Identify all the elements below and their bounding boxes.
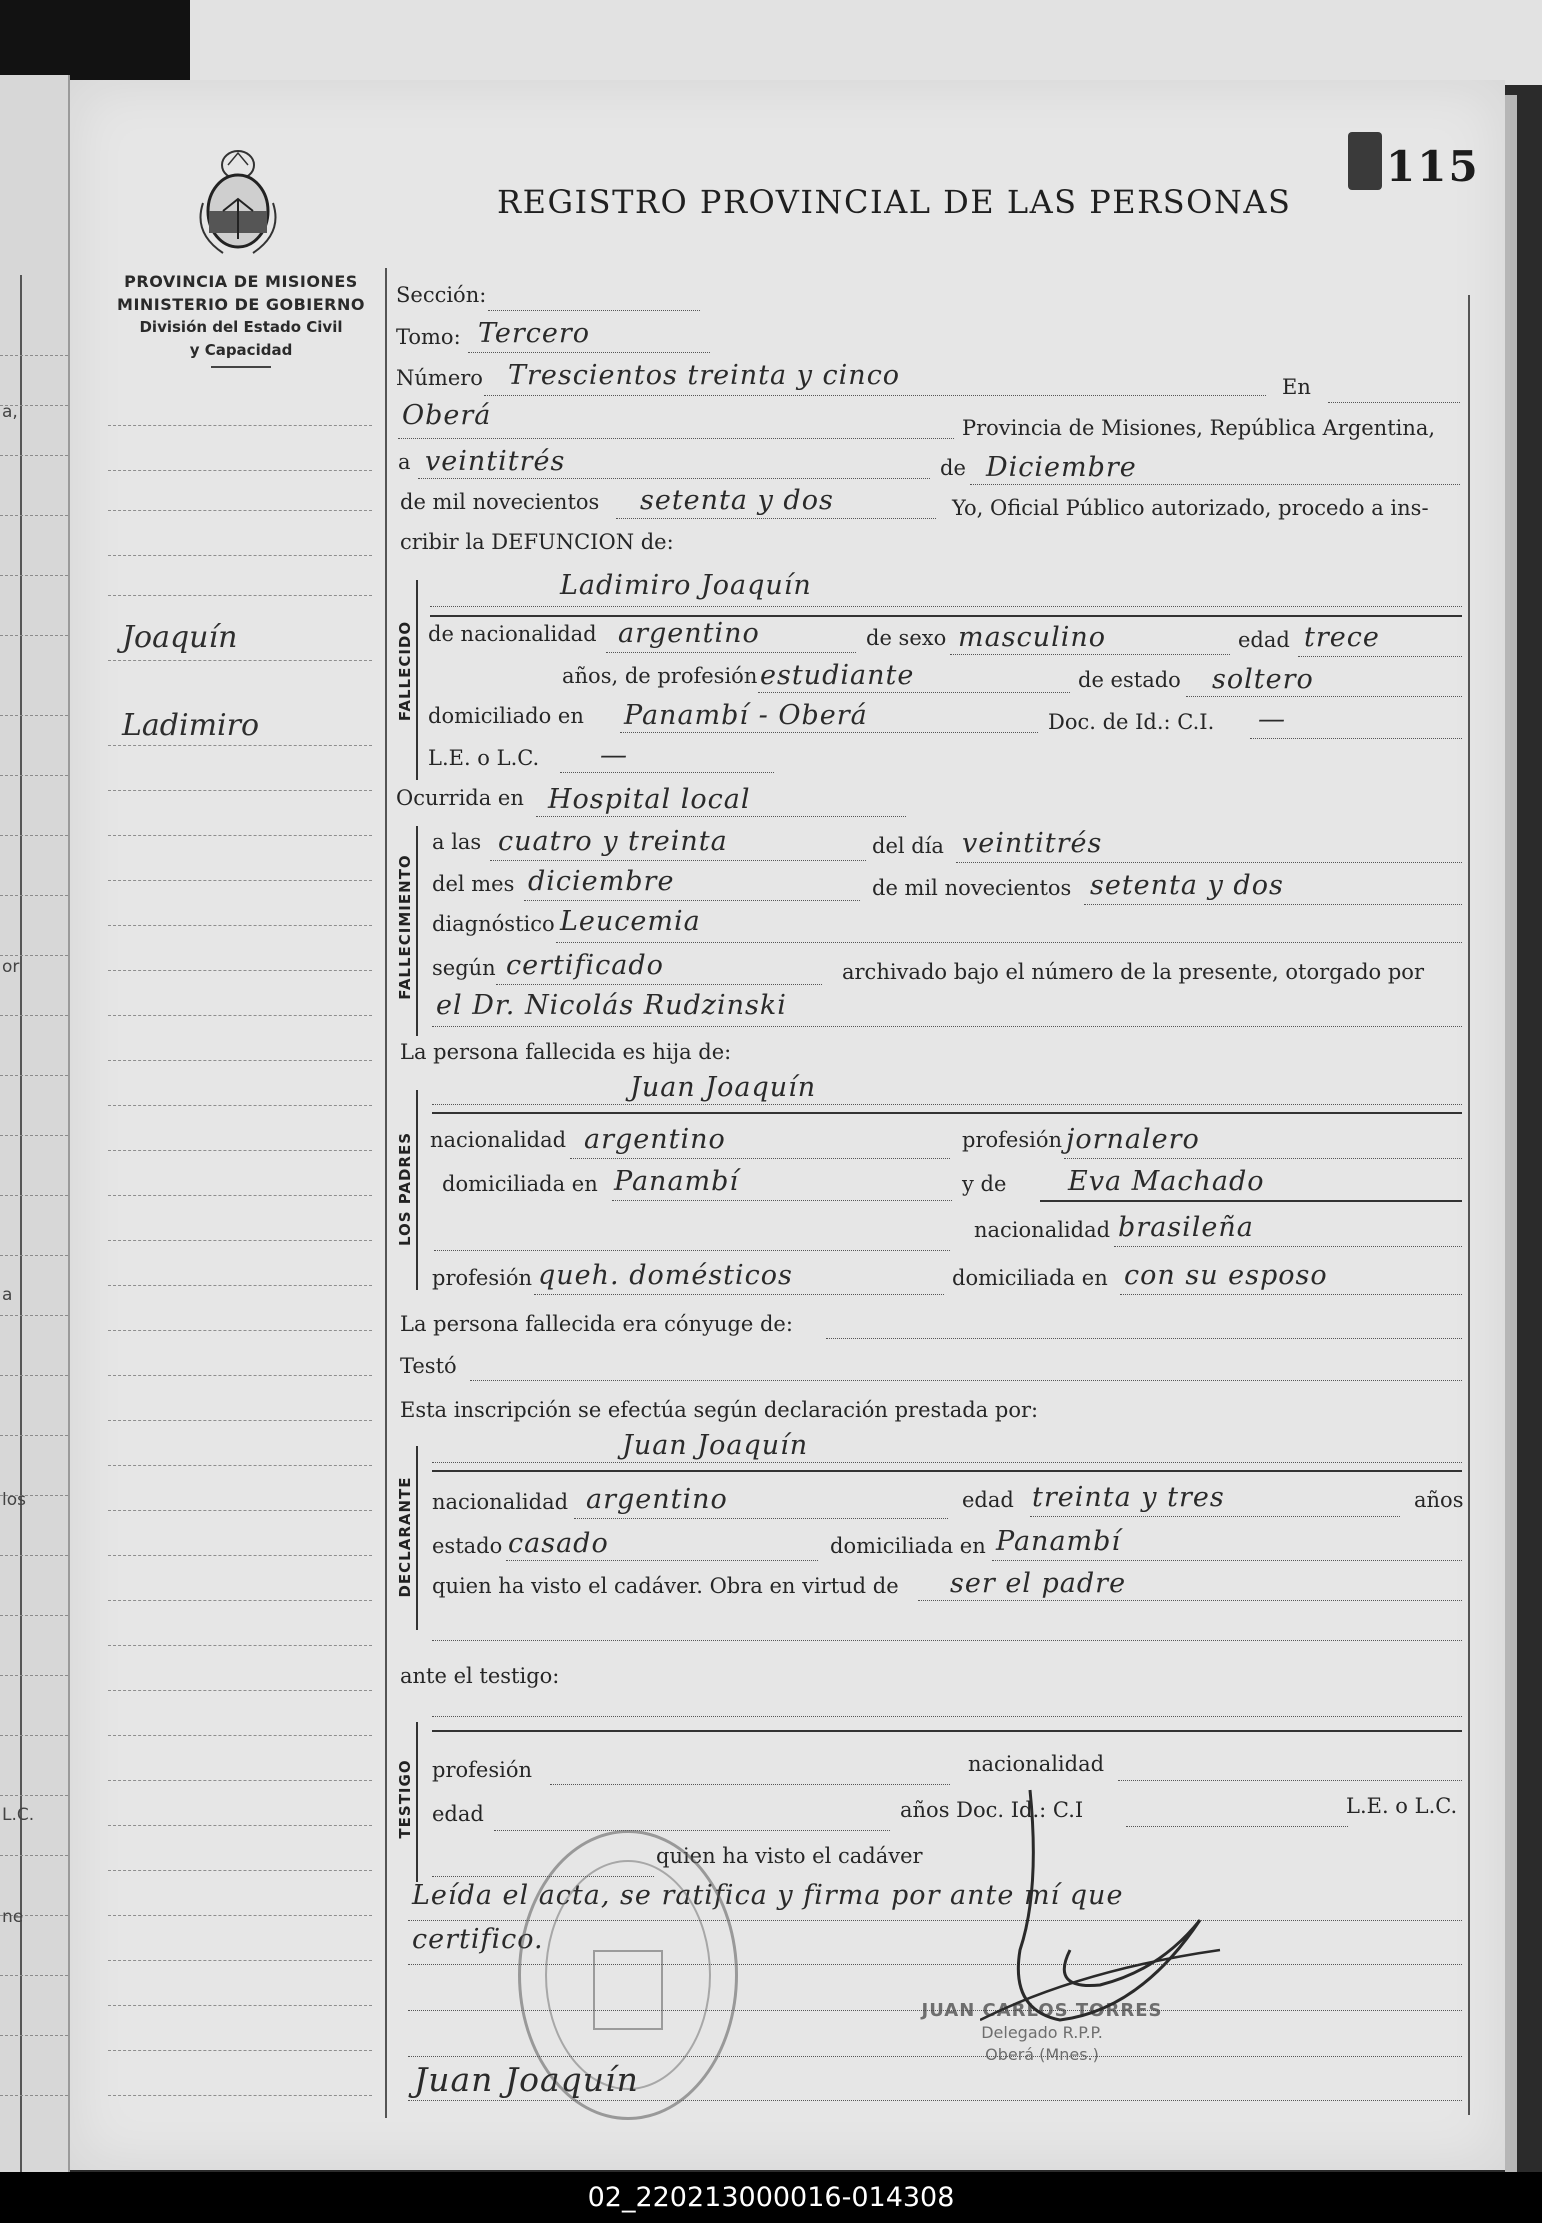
doc-value: — [1258,704,1286,735]
dia-value: veintitrés [962,828,1103,859]
ministry-line1: PROVINCIA DE MISIONES [124,272,358,291]
sexo-value: masculino [958,622,1106,653]
a-label: a [398,450,411,474]
numero-value: Trescientos treinta y cinco [508,360,901,391]
ministry-line3: División del Estado Civil [139,318,343,336]
padre-profesion-label: profesión [962,1128,1062,1152]
declarante-name: Juan Joaquín [622,1430,809,1461]
del-dia-label: del día [872,834,944,858]
seal-shield-icon [593,1950,663,2030]
padre-domiciliada-label: domiciliada en [442,1172,598,1196]
diagnostico-label: diagnóstico [432,912,555,936]
diagnostico-value: Leucemia [560,906,701,937]
anio-label: de mil novecientos [872,876,1072,900]
ocurrida-value: Hospital local [548,784,751,815]
medico-value: el Dr. Nicolás Rudzinski [436,990,787,1021]
madre-nacionalidad-label: nacionalidad [974,1218,1111,1242]
estado-value: soltero [1212,664,1314,695]
madre-profesion-label: profesión [432,1266,532,1290]
margin-given-name: Ladimiro [122,708,260,743]
registrar-role: Delegado R.P.P. [981,2023,1103,2042]
registrar-signature [980,1770,1230,2070]
tomo-value: Tercero [478,318,591,349]
day-value: veintitrés [425,446,566,477]
declarante-nacionalidad: argentino [586,1484,728,1515]
ministry-line2: MINISTERIO DE GOBIERNO [117,295,365,314]
madre-profesion: queh. domésticos [538,1260,793,1291]
provincia-text: Provincia de Misiones, República Argentina, [962,416,1436,440]
left-fragment: or [2,957,20,977]
fallecido-nacionalidad-label: de nacionalidad [428,622,597,646]
numero-label: Número [396,366,483,390]
inscribir-text: cribir la DEFUNCION de: [400,530,674,554]
left-fragment: ne [2,1907,24,1927]
domicilio-value: Panambí - Oberá [624,700,868,731]
conyuge-label: La persona fallecida era cónyuge de: [400,1312,793,1336]
le-value: — [600,740,628,771]
registrar-place: Oberá (Mnes.) [985,2045,1099,2064]
declarante-domicilio: Panambí [996,1526,1122,1557]
anos-profesion-label: años, de profesión [562,664,758,688]
left-fragment: L.C. [2,1805,35,1825]
declarante-intro: Esta inscripción se efectúa según declaración prestada por: [400,1398,1039,1422]
coat-of-arms-icon [193,143,283,263]
declarante-edad: treinta y tres [1032,1482,1225,1513]
declarante-nacionalidad-label: nacionalidad [432,1490,569,1514]
mes-label: del mes [432,872,515,896]
yo-text: Yo, Oficial Público autorizado, procedo a ins- [952,496,1429,520]
testigo-edad-label: edad [432,1802,484,1826]
closing-line1: Leída el acta, se ratifica y firma por ante mí que [412,1880,1124,1911]
month-value: Diciembre [986,452,1137,483]
sexo-label: de sexo [866,626,947,650]
obra-value: ser el padre [950,1568,1127,1599]
testigo-cadaver-label: quien ha visto el cadáver [656,1844,923,1868]
padres-intro: La persona fallecida es hija de: [400,1040,732,1064]
padre-name: Juan Joaquín [630,1072,817,1103]
left-fragment: a [2,1285,13,1305]
madre-domicilio-label: domiciliada en [952,1266,1108,1290]
declarante-estado-label: estado [432,1534,503,1558]
closing-line2: certifico. [412,1924,544,1955]
declarante-edad-label: edad [962,1488,1014,1512]
declarant-signature: Juan Joaquín [414,2060,639,2099]
madre-domicilio: con su esposo [1124,1260,1328,1291]
testigo-section-label: TESTIGO [396,1759,414,1839]
column-divider [385,268,387,2118]
declarante-section-label: DECLARANTE [396,1476,414,1598]
hora-value: cuatro y treinta [498,826,728,857]
book-top-strip [0,0,1542,85]
left-facing-page [0,75,70,2175]
right-border [1468,295,1470,2115]
registrar-name: JUAN CARLOS TORRES [921,2000,1163,2021]
domicilio-label: domiciliado en [428,704,584,728]
padre-profesion: jornalero [1066,1124,1200,1155]
page-number-tab [1348,132,1382,190]
document-title: REGISTRO PROVINCIAL DE LAS PERSONAS [497,183,1292,221]
edad-value: trece [1304,622,1380,653]
testo-label: Testó [400,1354,457,1378]
year-prefix: de mil novecientos [400,490,600,514]
fallecido-name: Ladimiro Joaquín [560,570,812,601]
segun-value: certificado [506,950,664,981]
testigo-anos-doc-label: años Doc. Id.: C.I [900,1798,1084,1822]
edad-label: edad [1238,628,1290,652]
ministry-header [98,270,384,368]
padre-nacionalidad-label: nacionalidad [430,1128,567,1152]
ministry-line4: y Capacidad [189,341,293,359]
page-edge [1505,95,1517,2175]
fallecido-section-label: FALLECIDO [396,620,414,722]
archivado-text: archivado bajo el número de la presente, otorgado por [842,960,1424,984]
scan-id-footer: 02_220213000016-014308 [0,2172,1542,2223]
de-label: de [940,456,966,480]
declarante-estado: casado [508,1528,609,1559]
padre-nacionalidad: argentino [584,1124,726,1155]
year-value: setenta y dos [640,485,834,516]
le-label: L.E. o L.C. [428,746,540,770]
ante-testigo-label: ante el testigo: [400,1664,560,1688]
madre-nacionalidad: brasileña [1118,1212,1254,1243]
doc-label: Doc. de Id.: C.I. [1048,710,1215,734]
testigo-le-label: L.E. o L.C. [1346,1794,1458,1818]
en-label: En [1282,375,1311,399]
place-value: Oberá [402,400,492,431]
page-number: 115 [1386,142,1480,191]
declarante-domiciliada-label: domiciliada en [830,1534,986,1558]
tomo-label: Tomo: [396,325,461,349]
a-las-label: a las [432,830,482,854]
ocurrida-label: Ocurrida en [396,786,524,810]
fallecido-nacionalidad-value: argentino [618,618,760,649]
y-de-label: y de [962,1172,1007,1196]
estado-label: de estado [1078,668,1181,692]
fallecimiento-section-label: FALLECIMIENTO [396,854,414,1000]
seccion-label: Sección: [396,283,487,307]
padres-section-label: LOS PADRES [396,1131,414,1247]
madre-name: Eva Machado [1068,1166,1265,1197]
left-fragment: los [2,1490,26,1510]
anio-value: setenta y dos [1090,870,1284,901]
declarante-anos-label: años [1414,1488,1464,1512]
profesion-value: estudiante [760,660,915,691]
mes-value: diciembre [528,866,675,897]
left-fragment: a, [2,402,18,422]
testigo-profesion-label: profesión [432,1758,532,1782]
testigo-nacionalidad-label: nacionalidad [968,1752,1105,1776]
padre-domicilio: Panambí [614,1166,740,1197]
segun-label: según [432,956,496,980]
margin-surname: Joaquín [122,620,238,655]
obra-text: quien ha visto el cadáver. Obra en virtud de [432,1574,899,1598]
